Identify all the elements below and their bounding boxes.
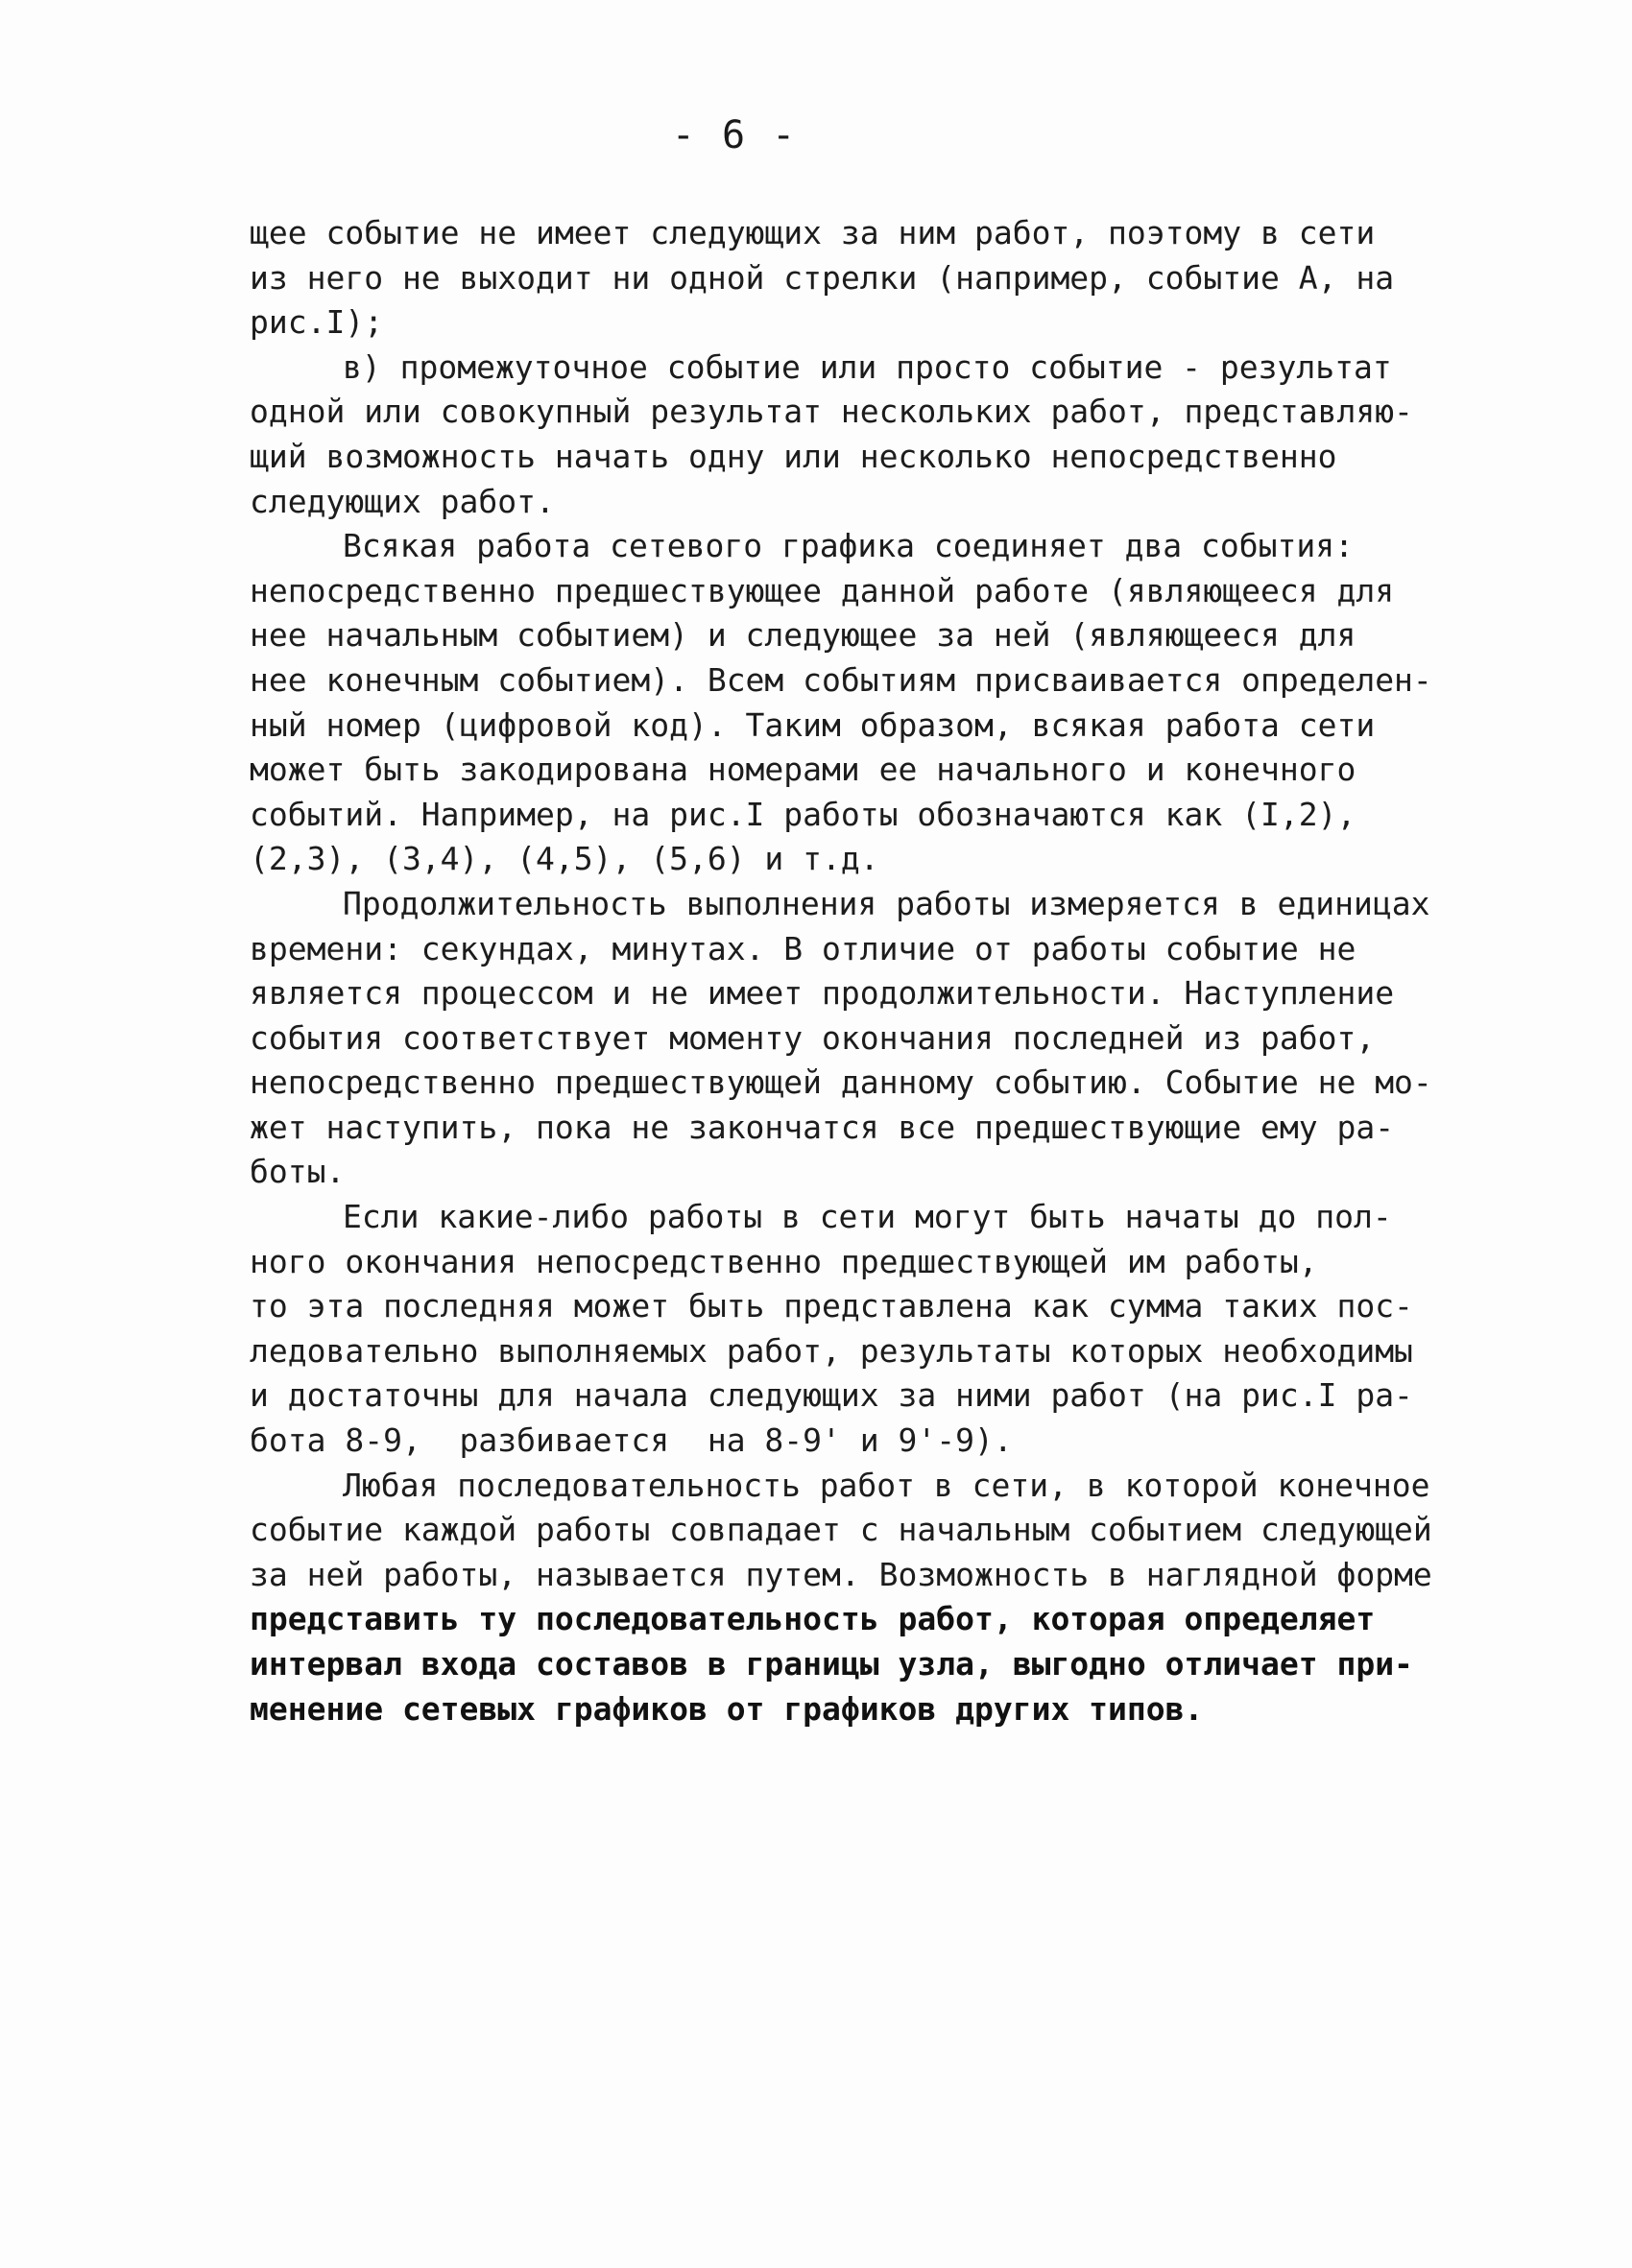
text-line: представить ту последовательность работ, которая определяет xyxy=(250,1600,1376,1638)
text-line: ный номер (цифровой код). Таким образом, всякая работа сети xyxy=(250,705,1376,744)
text-line: событий. Например, на рис.I работы обозначаются как (I,2), xyxy=(250,795,1356,833)
text-line: непосредственно предшествующей данному событию. Событие не мо- xyxy=(250,1063,1432,1102)
text-line: ного окончания непосредственно предшествующей им работы, xyxy=(250,1242,1318,1280)
text-line: щее событие не имеет следующих за ним работ, поэтому в сети xyxy=(250,214,1376,251)
text-line: может быть закодирована номерами ее начального и конечного xyxy=(250,751,1356,789)
text-line: из него не выходит ни одной стрелки (например, событие А, на xyxy=(250,258,1395,297)
text-line: одной или совокупный результат нескольких работ, представляю- xyxy=(250,393,1413,431)
text-line: следующих работ. xyxy=(250,482,555,520)
text-line: ледовательно выполняемых работ, результаты которых необходимы xyxy=(250,1331,1413,1370)
text-line: жет наступить, пока не закончатся все предшествующие ему ра- xyxy=(250,1108,1395,1146)
text-line: то эта последняя может быть представлена как сумма таких пос- xyxy=(250,1287,1413,1325)
text-line: боты. xyxy=(250,1153,346,1191)
text-line: непосредственно предшествующее данной работе (являющееся для xyxy=(250,571,1395,609)
text-line: нее начальным событием) и следующее за ней (являющееся для xyxy=(250,616,1356,655)
text-line: Всякая работа сетевого графика соединяет два события: xyxy=(343,527,1354,565)
text-line: и достаточны для начала следующих за ними работ (на рис.I ра- xyxy=(250,1376,1413,1415)
page-number: - 6 - xyxy=(671,113,798,157)
text-line: щий возможность начать одну или несколько непосредственно xyxy=(250,437,1337,475)
text-line: является процессом и не имеет продолжительности. Наступление xyxy=(250,974,1395,1013)
text-line: за ней работы, называется путем. Возможность в наглядной форме xyxy=(250,1555,1432,1593)
text-line: Если какие-либо работы в сети могут быть начаты до пол- xyxy=(343,1198,1392,1236)
text-line: в) промежуточное событие или просто событие - результат xyxy=(343,347,1392,386)
text-line: события соответствует моменту окончания последней из работ, xyxy=(250,1018,1376,1057)
text-line: менение сетевых графиков от графиков других типов. xyxy=(250,1689,1204,1728)
text-line: интервал входа составов в границы узла, выгодно отличает при- xyxy=(250,1645,1413,1683)
body-text xyxy=(250,211,1459,1731)
text-line: (2,3), (3,4), (4,5), (5,6) и т.д. xyxy=(250,840,879,878)
text-line: бота 8-9, разбивается на 8-9' и 9'-9). xyxy=(250,1421,1013,1460)
text-line: Любая последовательность работ в сети, в которой конечное xyxy=(343,1466,1430,1504)
text-line: рис.I); xyxy=(250,303,384,342)
text-line: Продолжительность выполнения работы измеряется в единицах xyxy=(343,884,1430,922)
text-line: нее конечным событием). Всем событиям присваивается определен- xyxy=(250,660,1432,699)
text-line: времени: секундах, минутах. В отличие от работы событие не xyxy=(250,929,1356,967)
text-line: событие каждой работы совпадает с начальным событием следующей xyxy=(250,1511,1432,1549)
